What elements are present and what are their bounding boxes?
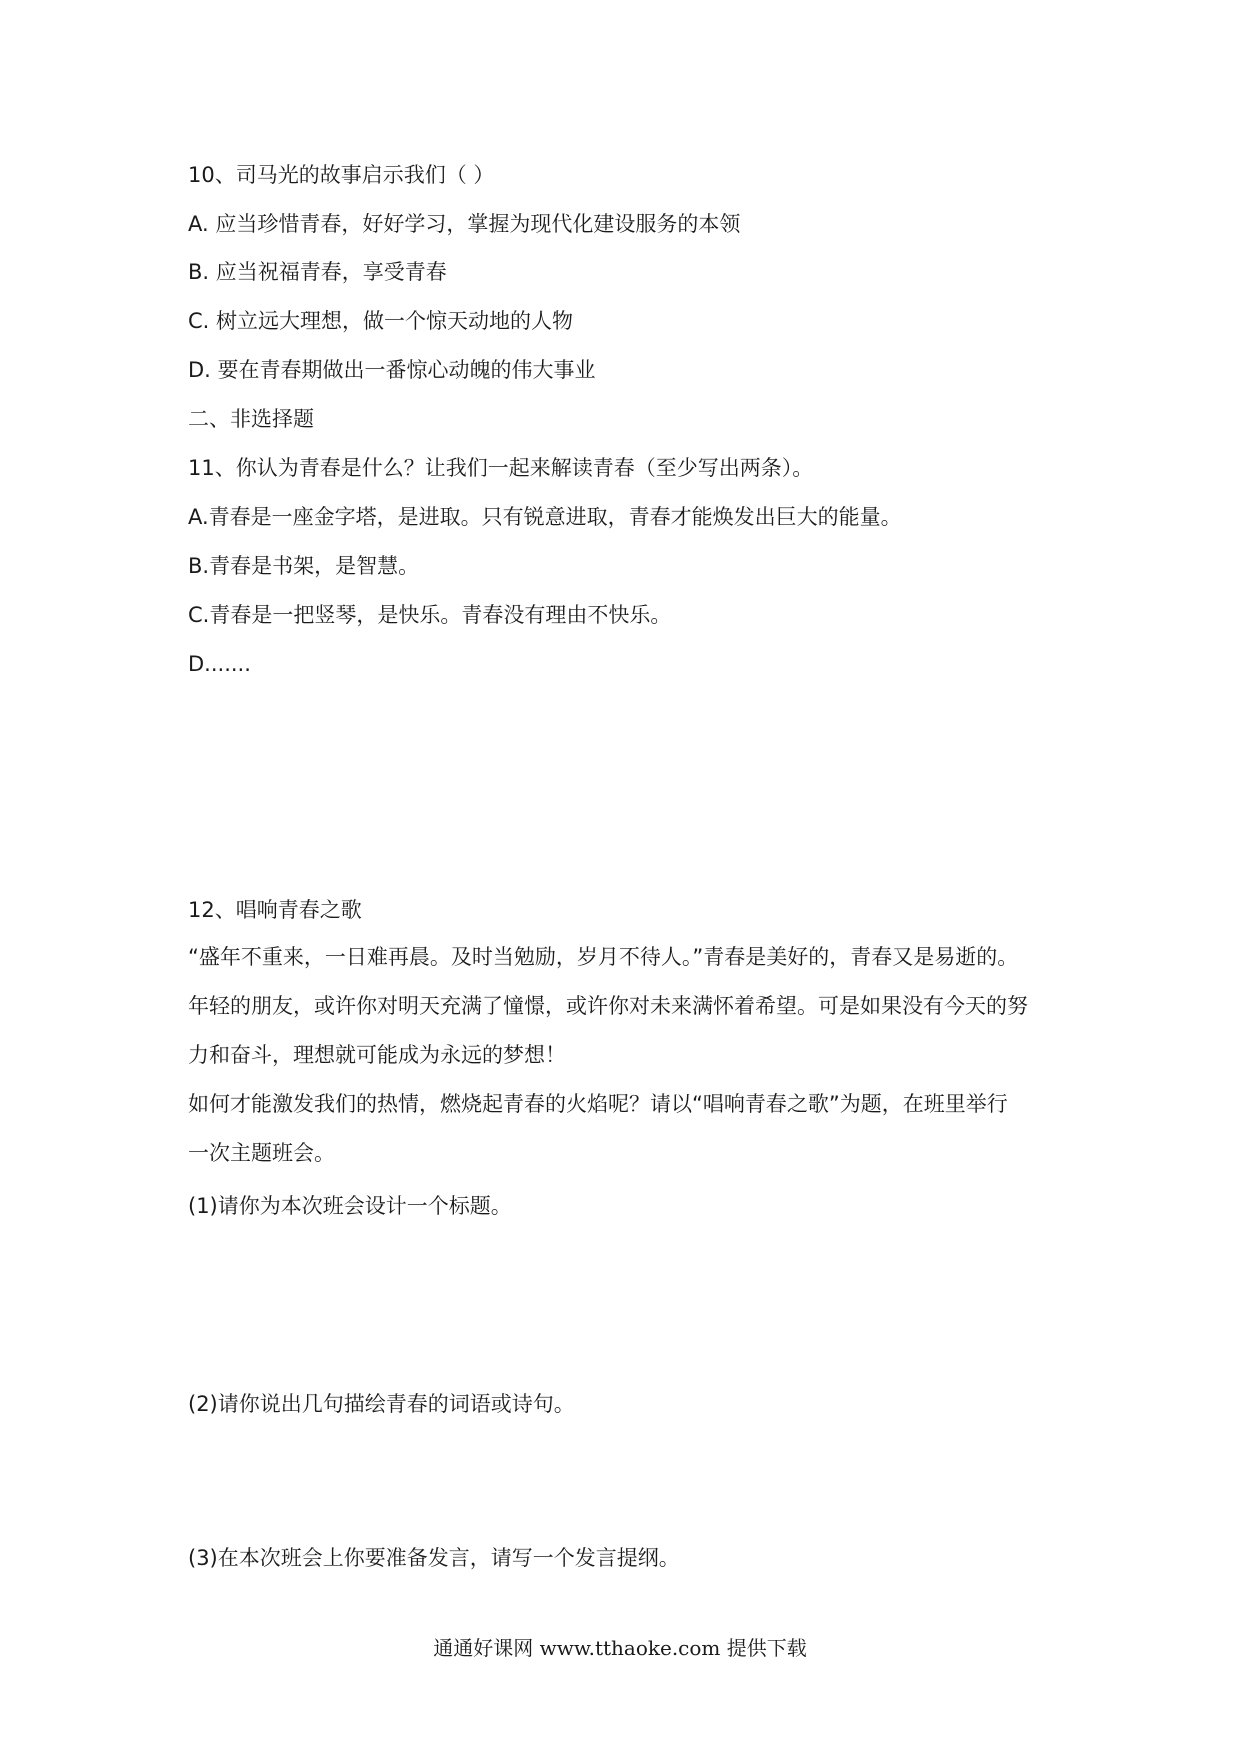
q11-item-c: C.青春是一把竖琴，是快乐。青春没有理由不快乐。 bbox=[188, 603, 672, 627]
q11-stem: 11、你认为青春是什么？让我们一起来解读青春（至少写出两条）。 bbox=[188, 456, 814, 480]
q12-title: 12、唱响青春之歌 bbox=[188, 898, 362, 922]
q12-paragraph2-line2: 一次主题班会。 bbox=[188, 1141, 335, 1165]
footer-credit: 通通好课网 www.tthaoke.com 提供下载 bbox=[433, 1636, 807, 1660]
q12-sub1: (1)请你为本次班会设计一个标题。 bbox=[188, 1194, 512, 1218]
q10-option-d: D. 要在青春期做出一番惊心动魄的伟大事业 bbox=[188, 358, 596, 382]
q11-item-a: A.青春是一座金字塔，是进取。只有锐意进取，青春才能焕发出巨大的能量。 bbox=[188, 505, 902, 529]
q12-sub3: (3)在本次班会上你要准备发言，请写一个发言提纲。 bbox=[188, 1546, 680, 1570]
q11-item-d: D....... bbox=[188, 652, 251, 676]
q11-item-b: B.青春是书架，是智慧。 bbox=[188, 554, 420, 578]
q10-option-a: A. 应当珍惜青春，好好学习，掌握为现代化建设服务的本领 bbox=[188, 212, 741, 236]
q12-sub2: (2)请你说出几句描绘青春的词语或诗句。 bbox=[188, 1392, 575, 1416]
q12-paragraph1-line1: “盛年不重来，一日难再晨。及时当勉励，岁月不待人。”青春是美好的，青春又是易逝的。 bbox=[188, 945, 1019, 969]
q10-option-c: C. 树立远大理想，做一个惊天动地的人物 bbox=[188, 309, 574, 333]
q10-option-b: B. 应当祝福青春，享受青春 bbox=[188, 260, 447, 284]
q12-paragraph1-line2: 年轻的朋友，或许你对明天充满了憧憬，或许你对未来满怀着希望。可是如果没有今天的努 bbox=[188, 994, 1028, 1018]
q10-stem: 10、司马光的故事启示我们（ ） bbox=[188, 163, 495, 187]
q12-paragraph2-line1: 如何才能激发我们的热情，燃烧起青春的火焰呢？请以“唱响青春之歌”为题，在班里举行 bbox=[188, 1092, 1008, 1116]
q12-paragraph1-line3: 力和奋斗，理想就可能成为永远的梦想！ bbox=[188, 1043, 566, 1067]
section-heading: 二、非选择题 bbox=[188, 407, 314, 431]
